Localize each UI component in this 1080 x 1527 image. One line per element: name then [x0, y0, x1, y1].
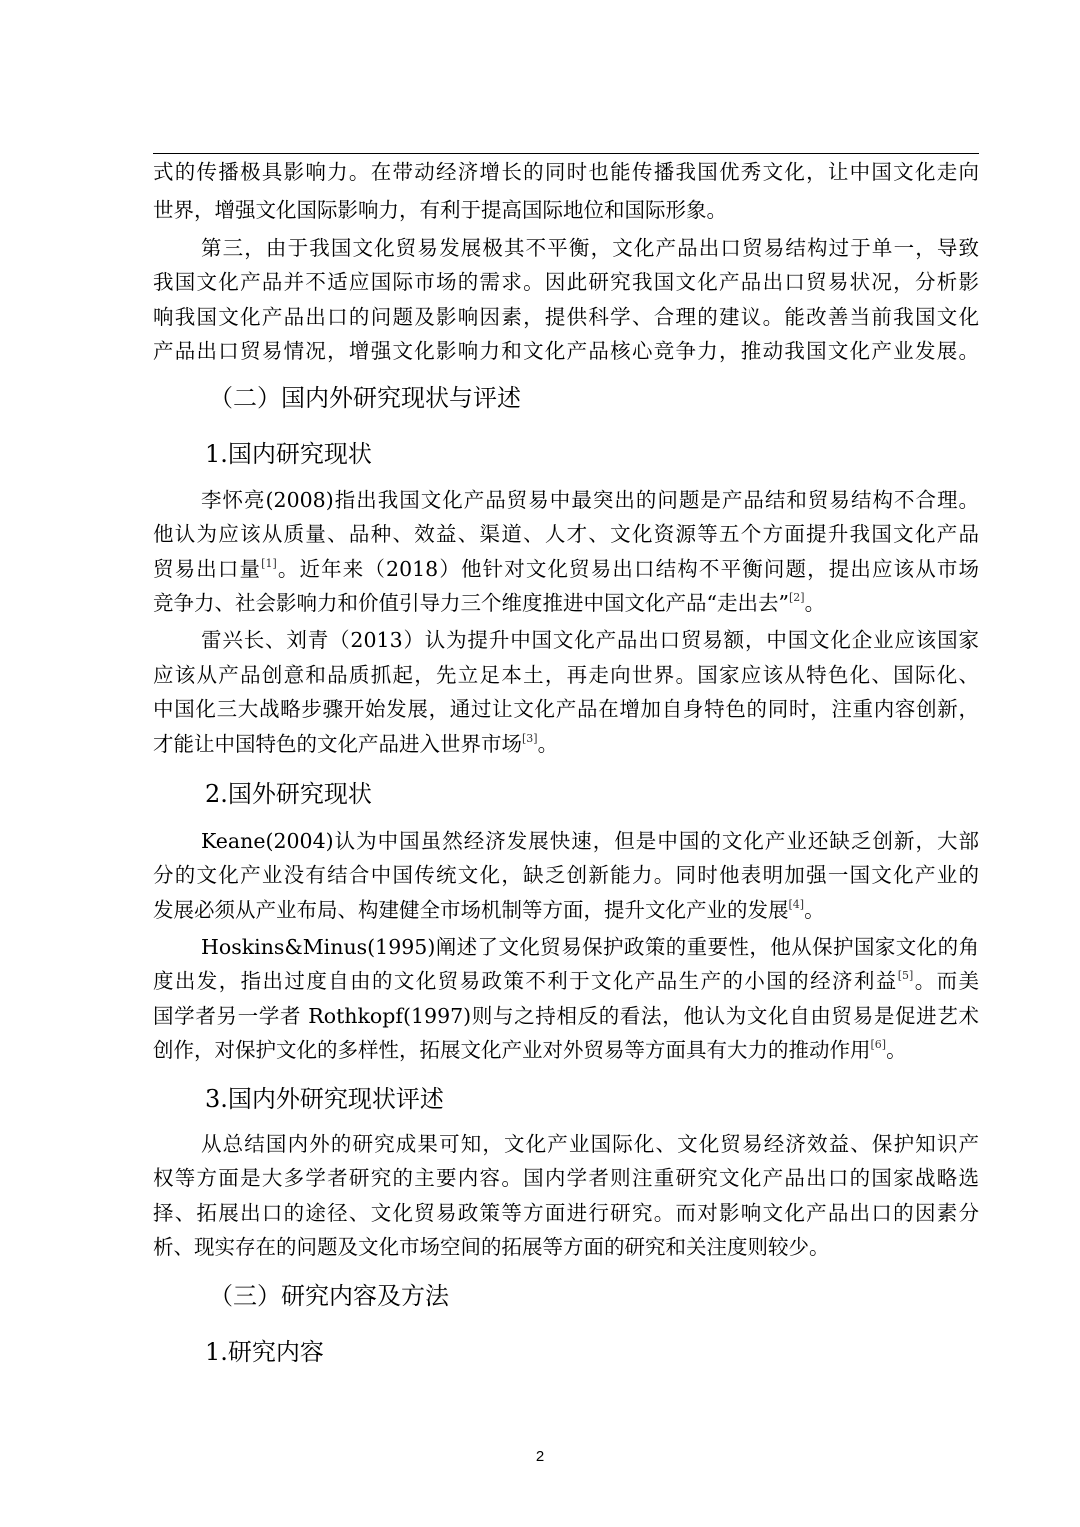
- text-run: 。而美: [913, 969, 980, 993]
- paragraph-line: 李怀亮(2008)指出我国文化产品贸易中最突出的问题是产品结和贸易结构不合理。: [201, 488, 979, 512]
- text-run: 度出发，指出过度自由的文化贸易政策不利于文化产品生产的小国的经济利益: [153, 969, 898, 993]
- text-run: 。: [537, 732, 559, 756]
- citation-ref: [2]: [788, 591, 805, 604]
- paragraph-line: Hoskins&Minus(1995)阐述了文化贸易保护政策的重要性，他从保护国家文化的角: [201, 935, 979, 959]
- paragraph-line: 择、拓展出口的途径、文化贸易政策等方面进行研究。而对影响文化产品出口的因素分: [153, 1201, 979, 1225]
- page-number: 2: [535, 1448, 545, 1465]
- paragraph-line: 权等方面是大多学者研究的主要内容。国内学者则注重研究文化产品出口的国家战略选: [153, 1166, 979, 1190]
- text-run: 。: [804, 898, 825, 922]
- paragraph-line: 中国化三大战略步骤开始发展，通过让文化产品在增加自身特色的同时，注重内容创新，: [153, 697, 979, 721]
- paragraph-line: 式的传播极具影响力。在带动经济增长的同时也能传播我国优秀文化，让中国文化走向: [153, 160, 979, 184]
- text-run: 。: [886, 1038, 907, 1062]
- citation-ref: [6]: [870, 1038, 887, 1051]
- paragraph-line: [153, 588, 979, 622]
- paragraph-line: 雷兴长、刘青（2013）认为提升中国文化产品出口贸易额，中国文化企业应该国家: [201, 628, 979, 652]
- citation-ref: [3]: [522, 732, 538, 745]
- citation-ref: [5]: [897, 969, 914, 982]
- section-heading: （二）国内外研究现状与评述: [209, 384, 521, 412]
- paragraph-line: [153, 554, 979, 588]
- paragraph-line: 他认为应该从质量、品种、效益、渠道、人才、文化资源等五个方面提升我国文化产品: [153, 522, 979, 546]
- subsection-heading: 2.国外研究现状: [205, 780, 372, 808]
- text-run: 。: [804, 591, 826, 615]
- text-run: 创作，对保护文化的多样性，拓展文化产业对外贸易等方面具有大力的推动作用: [153, 1038, 871, 1062]
- text-run: 。近年来（2018）他针对文化贸易出口结构不平衡问题，提出应该从市场: [276, 557, 980, 581]
- paragraph-line: Keane(2004)认为中国虽然经济发展快速，但是中国的文化产业还缺乏创新，大部: [201, 829, 979, 853]
- subsection-heading: 3.国内外研究现状评述: [205, 1085, 444, 1113]
- citation-ref: [4]: [788, 898, 805, 911]
- subsection-heading: 1.国内研究现状: [205, 440, 372, 468]
- paragraph-line: [153, 966, 979, 1000]
- paragraph-line: 析、现实存在的问题及文化市场空间的拓展等方面的研究和关注度则较少。: [153, 1235, 830, 1259]
- paragraph-line: 世界，增强文化国际影响力，有利于提高国际地位和国际形象。: [153, 198, 727, 222]
- paragraph-line: [153, 729, 979, 763]
- text-run: 才能让中国特色的文化产品进入世界市场: [153, 732, 522, 756]
- text-run: 发展必须从产业布局、构建健全市场机制等方面，提升文化产业的发展: [153, 898, 789, 922]
- subsection-heading: 1.研究内容: [205, 1338, 324, 1366]
- paragraph-line: 第三，由于我国文化贸易发展极其不平衡，文化产品出口贸易结构过于单一，导致: [201, 236, 979, 260]
- paragraph-line: [153, 1035, 979, 1069]
- paragraph-line: 从总结国内外的研究成果可知，文化产业国际化、文化贸易经济效益、保护知识产: [201, 1132, 979, 1156]
- section-heading: （三）研究内容及方法: [209, 1282, 449, 1310]
- paragraph-line: 国学者另一学者 Rothkopf(1997)则与之持相反的看法，他认为文化自由贸易是促进艺术: [153, 1004, 979, 1028]
- citation-ref: [1]: [261, 557, 277, 570]
- paragraph-line: 产品出口贸易情况，增强文化影响力和文化产品核心竞争力，推动我国文化产业发展。: [153, 339, 979, 363]
- paragraph-line: [153, 895, 979, 929]
- header-rule: [153, 153, 979, 154]
- paragraph-line: 响我国文化产品出口的问题及影响因素，提供科学、合理的建议。能改善当前我国文化: [153, 305, 979, 329]
- paragraph-line: 我国文化产品并不适应国际市场的需求。因此研究我国文化产品出口贸易状况，分析影: [153, 270, 979, 294]
- paragraph-line: 应该从产品创意和品质抓起，先立足本土，再走向世界。国家应该从特色化、国际化、: [153, 663, 979, 687]
- text-run: 竞争力、社会影响力和价值引导力三个维度推进中国文化产品“走出去”: [153, 591, 789, 615]
- paragraph-line: 分的文化产业没有结合中国传统文化，缺乏创新能力。同时他表明加强一国文化产业的: [153, 863, 979, 887]
- text-run: 贸易出口量: [153, 557, 262, 581]
